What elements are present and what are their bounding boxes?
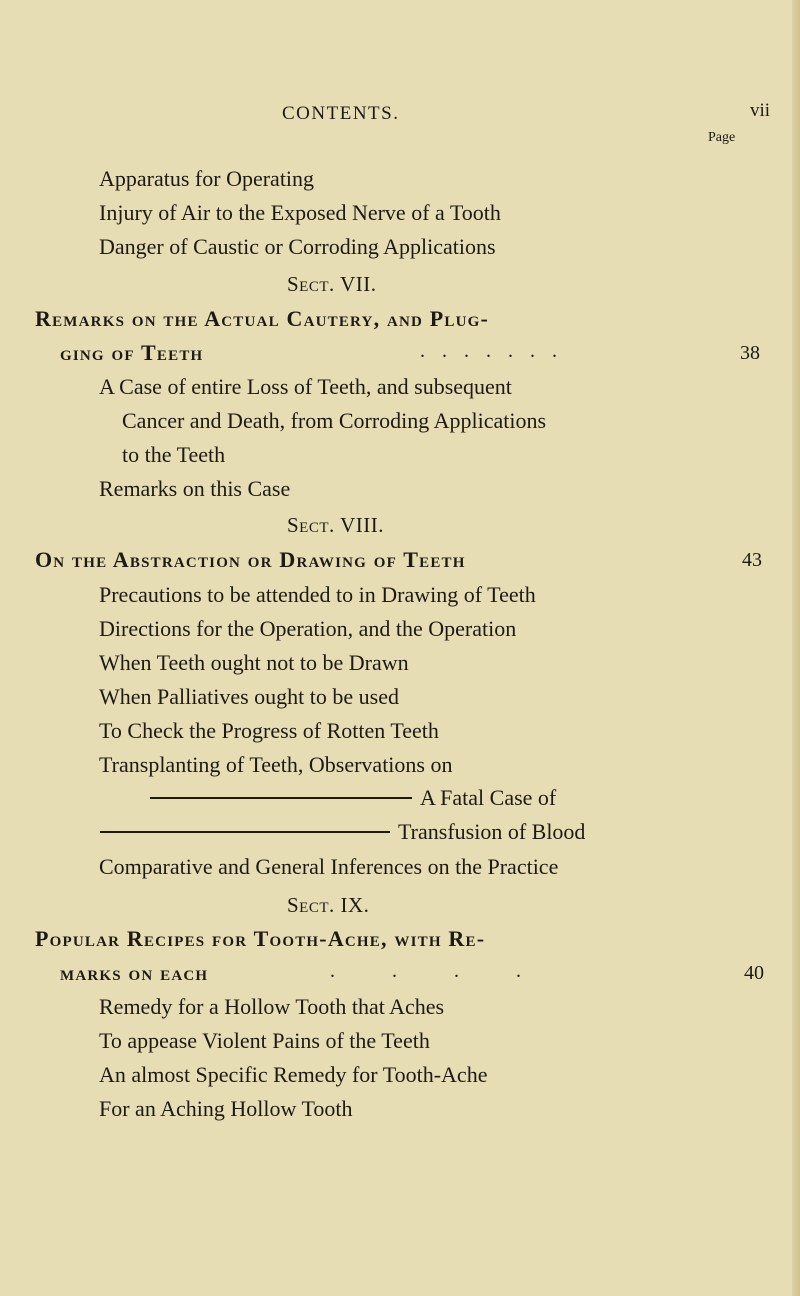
page-edge xyxy=(792,0,800,1296)
chapter-title-continued: ging of Teeth xyxy=(60,340,204,365)
toc-entry: When Palliatives ought to be used xyxy=(99,684,399,709)
toc-entry: Apparatus for Operating xyxy=(99,166,315,191)
toc-entry: Remedy for a Hollow Tooth that Aches xyxy=(99,994,445,1019)
page-reference: 38 xyxy=(740,342,760,364)
page-reference: 43 xyxy=(742,549,762,571)
chapter-title-continued: marks on each xyxy=(60,960,209,985)
running-header-title: CONTENTS. xyxy=(282,103,400,124)
toc-entry: Remarks on this Case xyxy=(99,476,291,501)
toc-entry-continued: Cancer and Death, from Corroding Applications xyxy=(122,408,547,433)
toc-entry: Injury of Air to the Exposed Nerve of a Tooth xyxy=(99,200,501,225)
toc-entry: To Check the Progress of Rotten Teeth xyxy=(99,718,439,743)
toc-entry: Transfusion of Blood xyxy=(398,819,586,844)
toc-entry: An almost Specific Remedy for Tooth-Ache xyxy=(99,1062,488,1087)
toc-entry: Comparative and General Inferences on the Practice xyxy=(99,854,559,879)
toc-entry: Danger of Caustic or Corroding Applications xyxy=(99,234,496,259)
toc-entry-continued: to the Teeth xyxy=(122,442,226,467)
toc-entry: Transplanting of Teeth, Observations on xyxy=(99,752,453,777)
page-number: vii xyxy=(750,100,771,121)
toc-entry: Precautions to be attended to in Drawing of Teeth xyxy=(99,582,536,607)
toc-entry: A Case of entire Loss of Teeth, and subsequent xyxy=(99,374,512,399)
section-heading: Sect. IX. xyxy=(287,893,370,917)
toc-entry: To appease Violent Pains of the Teeth xyxy=(99,1028,430,1053)
dot-leader: . . . . xyxy=(330,960,547,982)
toc-entry: For an Aching Hollow Tooth xyxy=(99,1096,353,1121)
dot-leader: . . . . . . . xyxy=(420,340,563,362)
page-reference: 40 xyxy=(744,962,764,984)
section-heading: Sect. VIII. xyxy=(287,513,385,537)
chapter-title: Popular Recipes for Tooth-Ache, with Re- xyxy=(35,926,486,951)
toc-entry: When Teeth ought not to be Drawn xyxy=(99,650,409,675)
ditto-rule xyxy=(100,831,390,833)
toc-entry: Directions for the Operation, and the Operation xyxy=(99,616,517,641)
section-heading: Sect. VII. xyxy=(287,272,377,296)
chapter-title: Remarks on the Actual Cautery, and Plug- xyxy=(35,306,490,331)
ditto-rule xyxy=(150,797,412,799)
toc-entry: A Fatal Case of xyxy=(420,785,557,810)
chapter-title: On the Abstraction or Drawing of Teeth xyxy=(35,547,466,572)
page-column-label: Page xyxy=(708,130,736,145)
